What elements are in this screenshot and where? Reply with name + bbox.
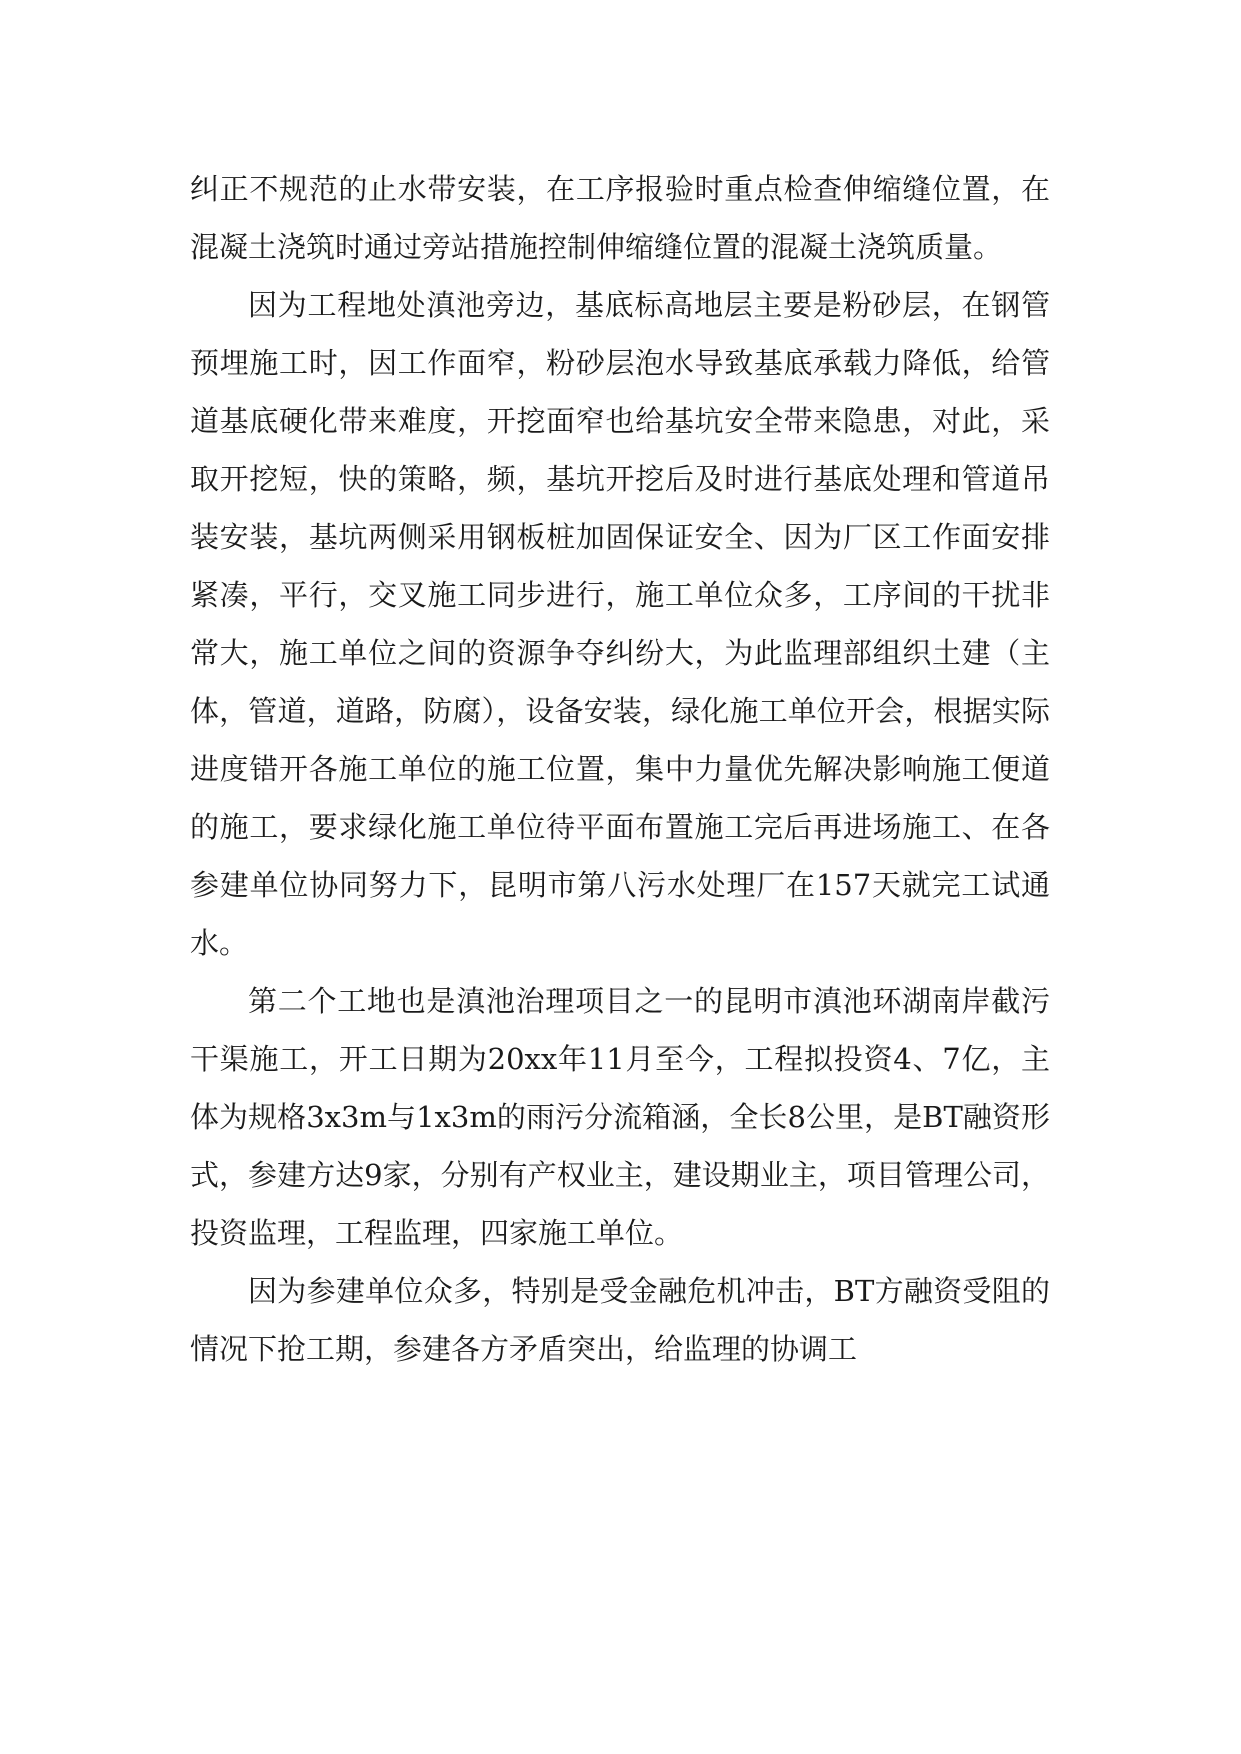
paragraph-3: 第二个工地也是滇池治理项目之一的昆明市滇池环湖南岸截污干渠施工，开工日期为20xx年11月至今，工程拟投资4、7亿，主体为规格3x3m与1x3m的雨污分流箱涵，全长8公里，是BT融资形式，参建方达9家，分别有产权业主，建设期业主，项目管理公司，投资监理，工程监理，四家施工单位。 bbox=[190, 984, 1050, 1250]
paragraph-1: 纠正不规范的止水带安装，在工序报验时重点检查伸缩缝位置，在混凝土浇筑时通过旁站措施控制伸缩缝位置的混凝土浇筑质量。 bbox=[190, 172, 1050, 264]
document-body bbox=[190, 160, 1050, 1378]
paragraph-4: 因为参建单位众多，特别是受金融危机冲击，BT方融资受阻的情况下抢工期，参建各方矛盾突出，给监理的协调工 bbox=[190, 1274, 1050, 1366]
paragraph-2: 因为工程地处滇池旁边，基底标高地层主要是粉砂层，在钢管预埋施工时，因工作面窄，粉砂层泡水导致基底承载力降低，给管道基底硬化带来难度，开挖面窄也给基坑安全带来隐患，对此，采取开挖短，快的策略，频，基坑开挖后及时进行基底处理和管道吊装安装，基坑两侧采用钢板桩加固保证安全、因为厂区工作面安排紧凑，平行，交叉施工同步进行，施工单位众多，工序间的干扰非常大，施工单位之间的资源争夺纠纷大，为此监理部组织土建（主体，管道，道路，防腐），设备安装，绿化施工单位开会，根据实际进度错开各施工单位的施工位置，集中力量优先解决影响施工便道的施工，要求绿化施工单位待平面布置施工完后再进场施工、在各参建单位协同努力下，昆明市第八污水处理厂在157天就完工试通水。 bbox=[190, 288, 1050, 960]
